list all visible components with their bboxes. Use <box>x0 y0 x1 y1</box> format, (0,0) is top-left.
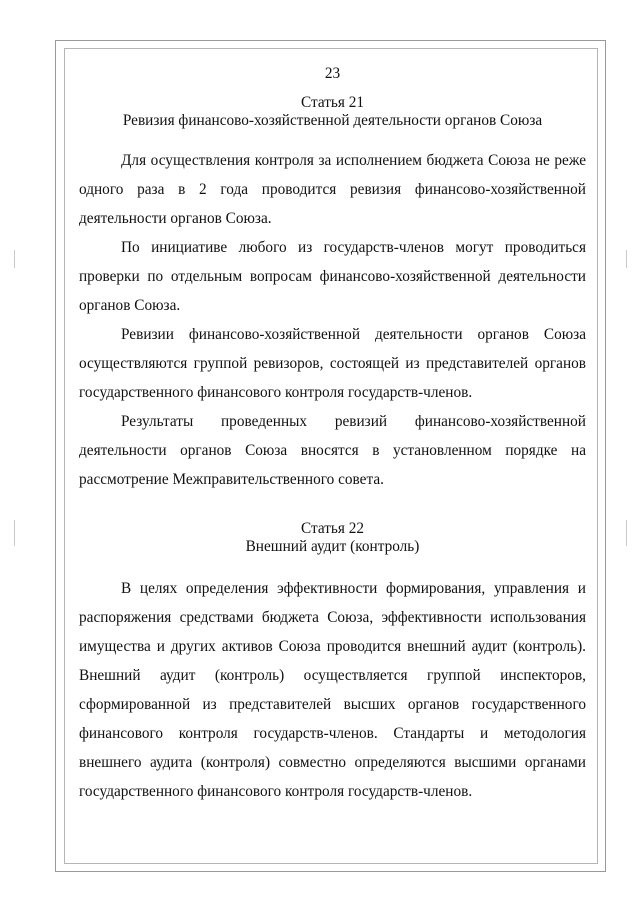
section-spacer <box>79 494 586 520</box>
article-21-paragraph-2: По инициативе любого из государств-членов могут проводиться проверки по отдельным вопросам финансово-хозяйственной деятельности органов Союза. <box>79 239 586 314</box>
page-number: 23 <box>324 65 341 82</box>
scan-mark <box>626 520 627 546</box>
article-21-paragraph-1: Для осуществления контроля за исполнением бюджета Союза не реже одного раза в 2 года проводится ревизия финансово-хозяйственной деятельности органов Союза. <box>79 152 586 227</box>
article-22-title: Внешний аудит (контроль) <box>245 538 420 555</box>
article-22-paragraph-1: В целях определения эффективности формирования, управления и распоряжения средствами бюджета Союза, эффективности использования имущества и других активов Союза проводится внешний аудит (контроль). Внешний аудит (контроль) осуществляется группой инспекторов, сформированной из представителей высших органов государственного финансового контроля государств-членов. Стандарты и методология внешнего аудита (контроля) совместно определяются высшими органами государственного финансового контроля государств-членов. <box>79 580 586 800</box>
scan-mark <box>626 250 627 268</box>
scan-mark <box>14 250 15 268</box>
scan-mark <box>14 520 15 546</box>
article-21-number: Статья 21 <box>300 94 365 111</box>
document-body <box>79 58 586 806</box>
article-21-paragraph-3: Ревизии финансово-хозяйственной деятельности органов Союза осуществляются группой ревизоров, состоящей из представителей органов государственного финансового контроля государств-членов. <box>79 326 586 401</box>
article-22-number: Статья 22 <box>300 520 365 537</box>
article-21-paragraph-4: Результаты проведенных ревизий финансово-хозяйственной деятельности органов Союза вносятся в установленном порядке на рассмотрение Межправительственного совета. <box>79 413 586 488</box>
article-21-title: Ревизия финансово-хозяйственной деятельности органов Союза <box>122 112 543 129</box>
